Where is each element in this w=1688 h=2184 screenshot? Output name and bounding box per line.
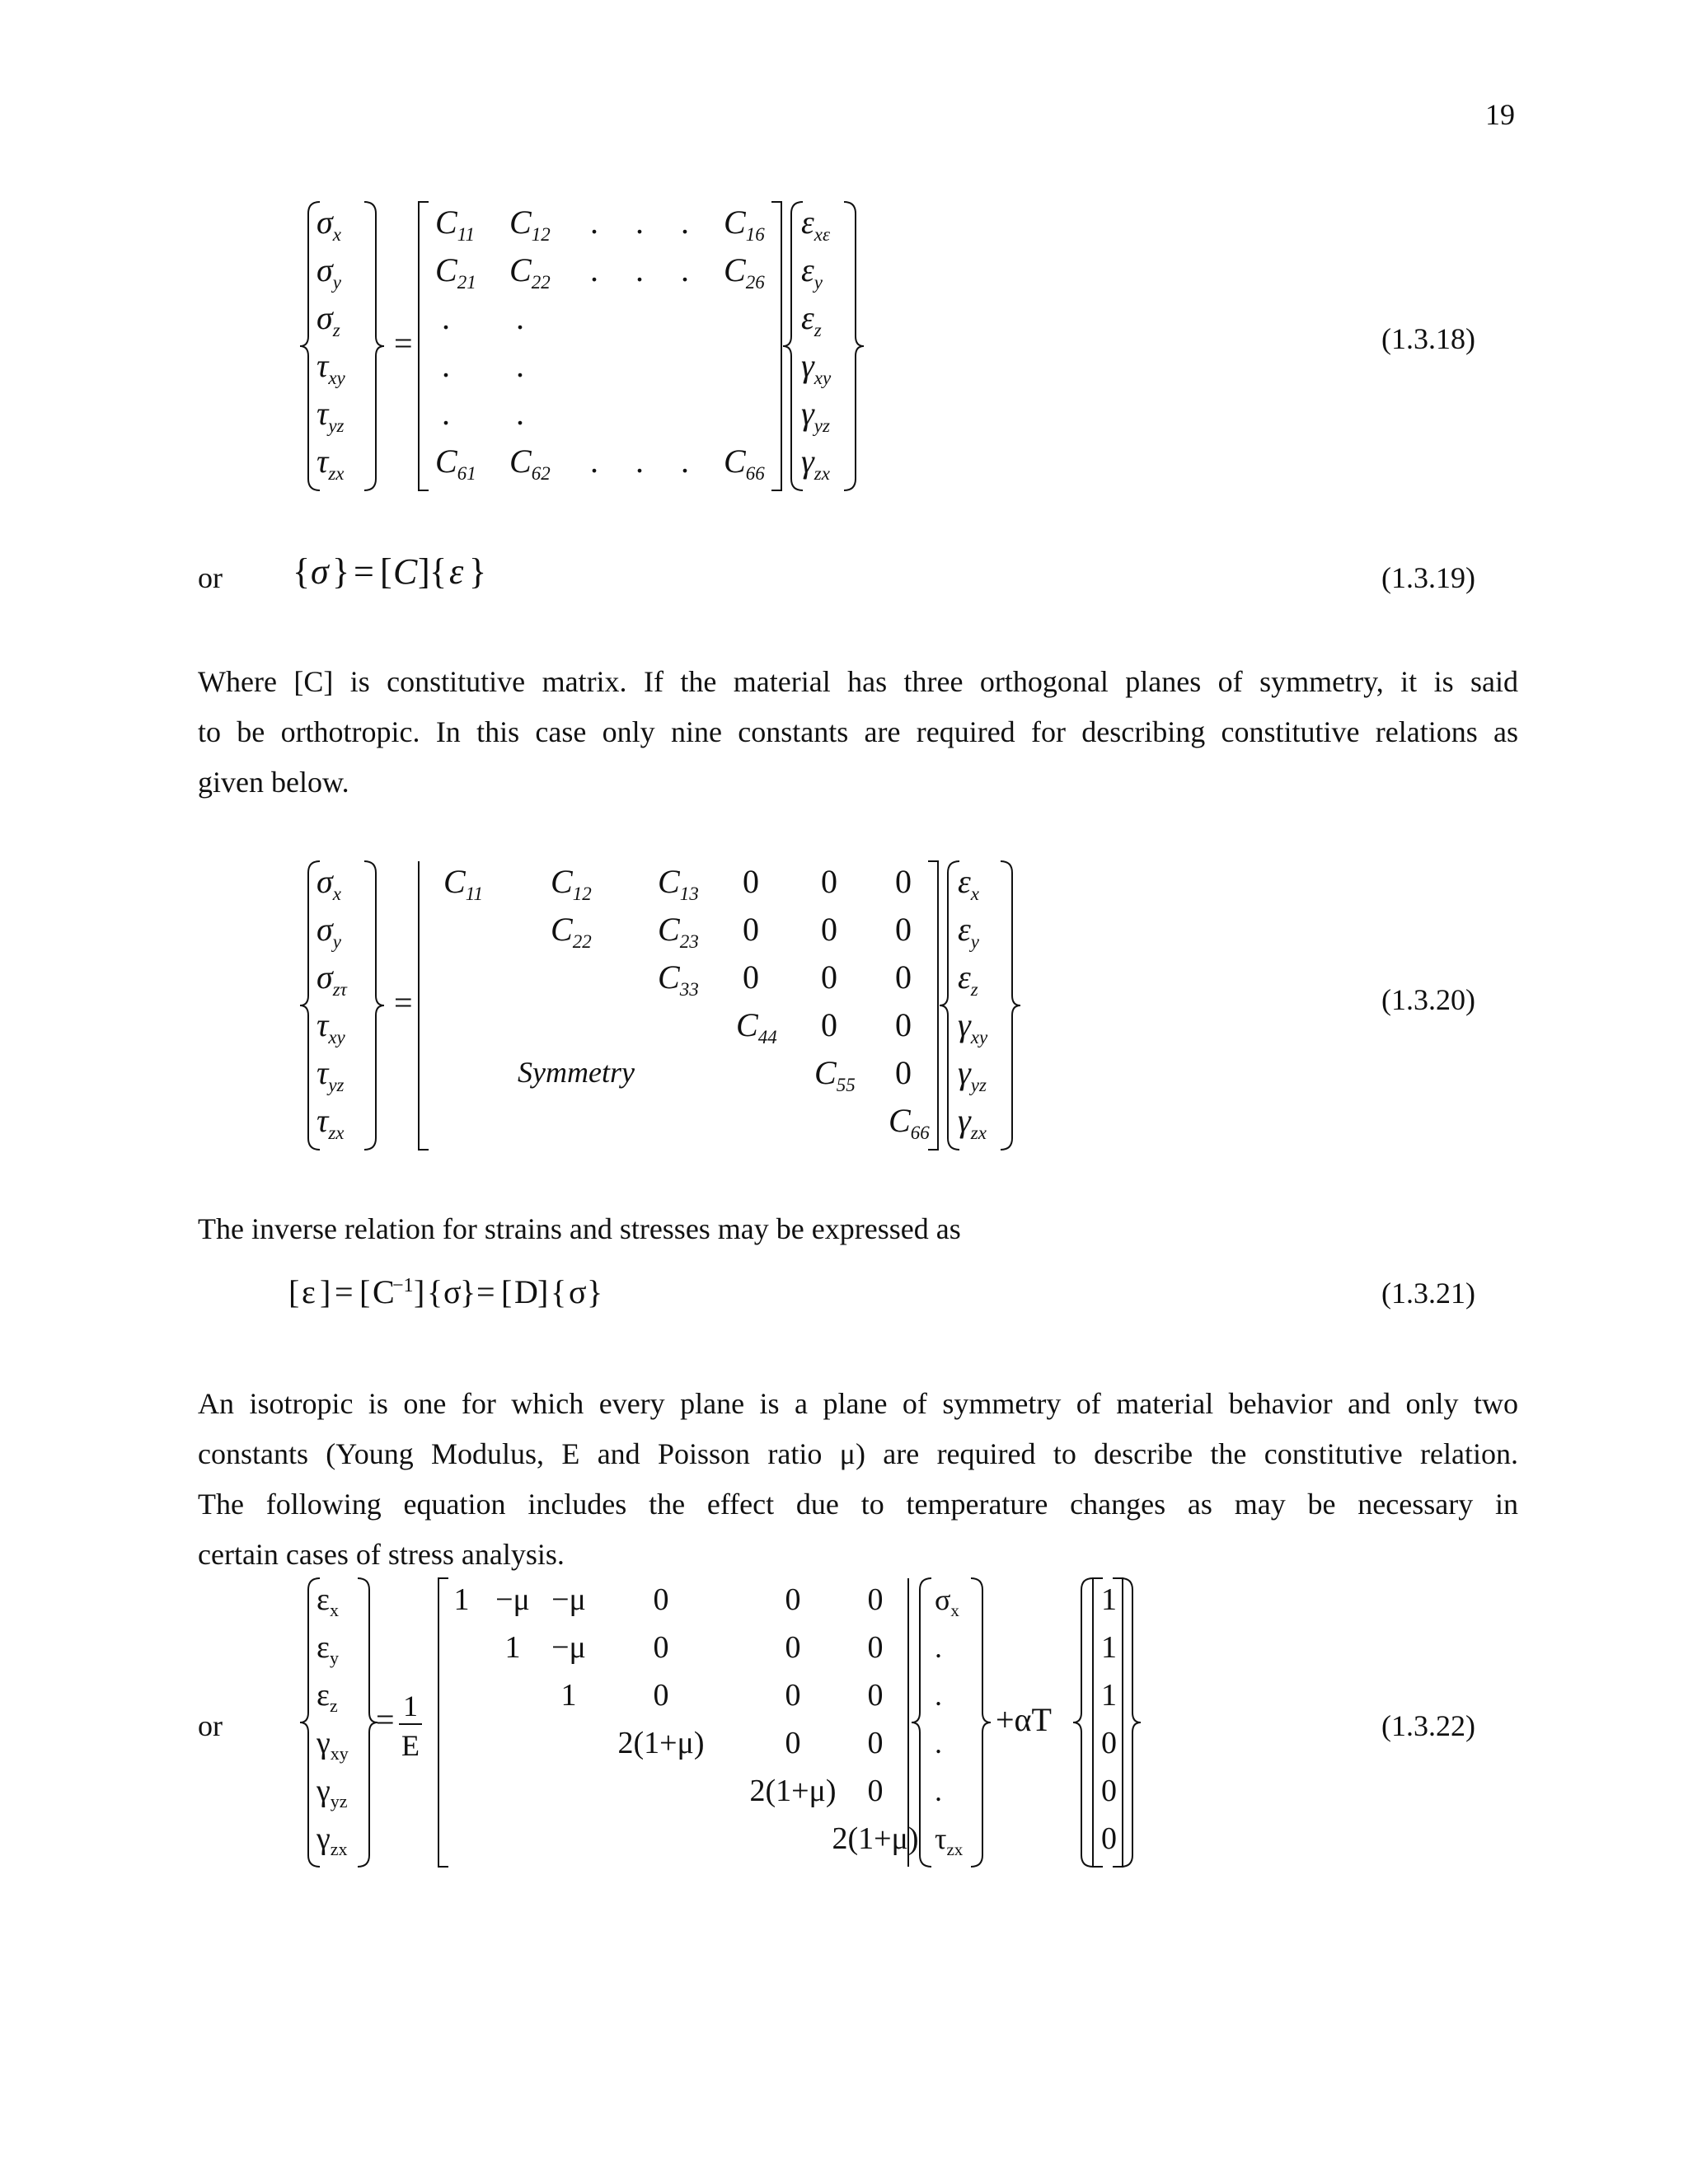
equation-1-3-21 [288, 1265, 635, 1323]
matrix-entry: 0 [653, 1630, 669, 1665]
matrix-bracket-right [928, 861, 938, 1150]
equation-glyph: ε [302, 1273, 316, 1310]
equation-1-3-22 [297, 1574, 1220, 1879]
strain-component: $\varepsilon_z$ [316, 1678, 338, 1716]
equation-glyph: } [587, 1273, 603, 1310]
stress-component: $\tau_{zx}$ [316, 1102, 345, 1143]
paragraph-line: constants (Young Modulus, E and Poisson ratio μ) are required to describe the constitutive relation. [198, 1437, 1518, 1470]
matrix-entry: $C_{62}$ [509, 443, 551, 484]
matrix-entry: 0 [653, 1678, 669, 1713]
matrix-entry: $C_{12}$ [551, 863, 592, 904]
matrix-entry: $C_{66}$ [724, 443, 765, 484]
matrix-entry: . [442, 395, 450, 432]
equation-glyph: σ [311, 551, 329, 592]
matrix-entry: 0 [895, 911, 912, 948]
strain-component: $\gamma_{xy}$ [958, 1006, 988, 1047]
matrix-entry: 0 [867, 1582, 884, 1617]
strain-component: $\varepsilon_{x\varepsilon}$ [801, 204, 831, 245]
matrix-bracket-left [438, 1578, 448, 1867]
vector-brace-right [1001, 861, 1020, 1150]
equation-glyph: { [293, 551, 311, 592]
equation-glyph: D [514, 1273, 538, 1310]
equation-glyph: = [354, 551, 374, 592]
matrix-entry: . [635, 443, 644, 480]
matrix-entry: $C_{12}$ [509, 204, 551, 245]
matrix-entry: 0 [895, 1054, 912, 1091]
matrix-entry: $C_{22}$ [509, 251, 551, 293]
equation-glyph: [ [380, 551, 392, 592]
equation-glyph: ] [537, 1273, 549, 1310]
matrix-entry: $C_{33}$ [658, 958, 699, 1000]
strain-component: $\gamma_{zx}$ [801, 443, 830, 484]
fraction-denominator: E [401, 1729, 420, 1762]
equation-lead-or: or [198, 561, 223, 594]
equals-sign: = [376, 1701, 395, 1738]
vector-brace-left [940, 861, 959, 1150]
matrix-entry: 0 [821, 1006, 837, 1043]
matrix-entry: −μ [495, 1582, 530, 1617]
matrix-entry: 0 [785, 1630, 801, 1665]
equation-glyph: C [393, 551, 418, 592]
paragraph-line: certain cases of stress analysis. [198, 1538, 565, 1571]
equation-1-3-19 [293, 544, 507, 602]
matrix-entry: 0 [743, 958, 759, 996]
matrix-entry: 0 [895, 1006, 912, 1043]
equation-glyph: ] [320, 1273, 331, 1310]
thermal-entry: 1 [1101, 1678, 1117, 1713]
equation-glyph: { [551, 1273, 567, 1310]
equation-glyph: σ [443, 1273, 462, 1310]
matrix-entry: 0 [821, 863, 837, 900]
matrix-bracket-left [419, 202, 429, 490]
matrix-entry: . [635, 204, 644, 241]
paragraph-orthotropic [198, 657, 1518, 808]
equation-glyph: { [429, 551, 448, 592]
strain-component: $\varepsilon_x$ [958, 863, 979, 904]
equation-glyph: } [460, 1273, 476, 1310]
matrix-entry: $C_{13}$ [658, 863, 699, 904]
vector-brace-right [971, 1578, 991, 1867]
thermal-entry: 1 [1101, 1630, 1117, 1665]
matrix-bracket-right [771, 202, 781, 490]
equation-glyph: [ [288, 1273, 300, 1310]
matrix-entry: 0 [821, 911, 837, 948]
matrix-entry: . [590, 251, 598, 288]
vector-brace-right [1121, 1578, 1141, 1867]
matrix-entry: 1 [560, 1678, 577, 1713]
equation-glyph: { [427, 1273, 443, 1310]
paragraph-line: The following equation includes the effect due to temperature changes as may be necessary in [198, 1488, 1518, 1521]
equation-glyph: [ [359, 1273, 371, 1310]
matrix-bracket-left [419, 861, 429, 1150]
equation-glyph: σ [569, 1273, 587, 1310]
paragraph-line: An isotropic is one for which every plane is a plane of symmetry of material behavior and only two [198, 1387, 1518, 1420]
stress-component: $\tau_{zx}$ [316, 443, 345, 484]
matrix-entry: 1 [504, 1630, 521, 1665]
strain-component: $\gamma_{yz}$ [958, 1054, 987, 1095]
matrix-entry: $C_{44}$ [736, 1006, 777, 1047]
matrix-entry: 0 [895, 958, 912, 996]
stress-component: $\sigma_x$ [316, 204, 341, 245]
matrix-entry: . [516, 395, 524, 432]
equals-sign: = [394, 984, 413, 1021]
matrix-entry: 2(1+μ) [832, 1821, 919, 1856]
equation-number-1-3-20: (1.3.20) [1381, 983, 1475, 1016]
equation-glyph: } [469, 551, 487, 592]
matrix-entry: 2(1+μ) [749, 1774, 837, 1808]
matrix-entry: $C_{61}$ [435, 443, 476, 484]
matrix-entry: 0 [867, 1678, 884, 1713]
equation-lead-or: or [198, 1709, 223, 1742]
matrix-entry: . [681, 204, 689, 241]
matrix-entry: −μ [551, 1582, 586, 1617]
thermal-entry: 0 [1101, 1726, 1117, 1760]
matrix-entry: . [635, 251, 644, 288]
equation-glyph: = [476, 1273, 495, 1310]
paragraph-line: Where [C] is constitutive matrix. If the material has three orthogonal planes of symmetry, it is said [198, 665, 1518, 698]
matrix-entry: . [681, 443, 689, 480]
equation-number-1-3-22: (1.3.22) [1381, 1709, 1475, 1742]
stress-component: $\sigma_y$ [316, 911, 341, 952]
matrix-entry: 0 [785, 1726, 801, 1760]
matrix-entry: . [516, 347, 524, 384]
thermal-entry: 0 [1101, 1821, 1117, 1856]
matrix-entry: 0 [867, 1630, 884, 1665]
equation-glyph: C [373, 1273, 395, 1310]
equation-glyph: ] [418, 551, 430, 592]
equation-number-1-3-21: (1.3.21) [1381, 1277, 1475, 1310]
stress-component: $\sigma_{z\tau}$ [316, 958, 347, 1000]
equals-sign: = [394, 325, 413, 362]
matrix-entry: 0 [821, 958, 837, 996]
strain-component: $\varepsilon_y$ [316, 1630, 339, 1668]
superscript: −1 [392, 1275, 414, 1296]
inverse-relation-intro: The inverse relation for strains and stresses may be expressed as [198, 1212, 961, 1245]
strain-component: $\gamma_{zx}$ [316, 1821, 348, 1859]
vector-brace-left [783, 202, 803, 490]
stress-component: $\tau_{xy}$ [316, 347, 345, 388]
stress-component: $\sigma_x$ [935, 1583, 959, 1620]
vector-brace-left [1073, 1578, 1093, 1867]
matrix-entry: $C_{16}$ [724, 204, 765, 245]
paragraph-line: given below. [198, 766, 349, 799]
stress-component: $\tau_{zx}$ [935, 1822, 964, 1859]
vector-brace-right [364, 202, 384, 490]
stress-component: $\tau_{yz}$ [316, 395, 345, 436]
equation-1-3-20 [297, 857, 1039, 1162]
thermal-term: +αT [996, 1701, 1052, 1738]
stress-component: . [935, 1774, 942, 1807]
matrix-entry: −μ [551, 1630, 586, 1665]
matrix-entry: $C_{23}$ [658, 911, 699, 952]
vector-brace-right [844, 202, 864, 490]
matrix-entry: 1 [453, 1582, 470, 1617]
vector-brace-right [358, 1578, 377, 1867]
thermal-entry: 1 [1101, 1582, 1117, 1617]
matrix-entry: . [590, 443, 598, 480]
matrix-entry: . [442, 347, 450, 384]
matrix-entry: $C_{22}$ [551, 911, 592, 952]
matrix-entry: $C_{21}$ [435, 251, 476, 293]
matrix-entry: . [590, 204, 598, 241]
paragraph-isotropic [198, 1379, 1518, 1580]
equation-1-3-18 [297, 198, 890, 503]
stress-component: . [935, 1727, 942, 1760]
vector-brace-right [364, 861, 384, 1150]
equation-glyph: [ [501, 1273, 513, 1310]
equation-number-1-3-19: (1.3.19) [1381, 561, 1475, 594]
equation-glyph: = [335, 1273, 354, 1310]
matrix-entry: $C_{11}$ [435, 204, 475, 245]
matrix-entry: 0 [743, 863, 759, 900]
symmetry-label: Symmetry [518, 1056, 635, 1089]
strain-component: $\gamma_{zx}$ [958, 1102, 987, 1143]
matrix-entry: 0 [785, 1678, 801, 1713]
stress-component: $\sigma_x$ [316, 863, 341, 904]
matrix-entry: 0 [867, 1726, 884, 1760]
stress-component: $\tau_{yz}$ [316, 1054, 345, 1095]
matrix-entry: 2(1+μ) [617, 1726, 705, 1760]
strain-component: $\varepsilon_y$ [958, 911, 979, 952]
equation-number-1-3-18: (1.3.18) [1381, 322, 1475, 355]
matrix-entry: 0 [867, 1774, 884, 1808]
page-number: 19 [1485, 98, 1515, 131]
strain-component: $\gamma_{yz}$ [801, 395, 830, 436]
equation-glyph: } [332, 551, 350, 592]
strain-component: $\gamma_{xy}$ [801, 347, 832, 388]
matrix-entry: 0 [653, 1582, 669, 1617]
matrix-entry: 0 [785, 1582, 801, 1617]
strain-component: $\varepsilon_x$ [316, 1582, 339, 1620]
matrix-entry: 0 [743, 911, 759, 948]
matrix-entry: $C_{55}$ [814, 1054, 856, 1095]
equation-glyph: ] [414, 1273, 425, 1310]
matrix-entry: $C_{66}$ [889, 1102, 930, 1143]
stress-component: $\sigma_z$ [316, 299, 340, 340]
stress-component: $\sigma_y$ [316, 251, 341, 293]
matrix-entry: $C_{11}$ [443, 863, 483, 904]
strain-component: $\varepsilon_z$ [801, 299, 822, 340]
strain-component: $\varepsilon_y$ [801, 251, 823, 293]
matrix-entry: . [516, 299, 524, 336]
strain-component: $\gamma_{yz}$ [316, 1774, 348, 1811]
equation-glyph: ε [449, 551, 464, 592]
stress-component: . [935, 1631, 942, 1664]
matrix-entry: . [681, 251, 689, 288]
matrix-entry: $C_{26}$ [724, 251, 765, 293]
fraction-numerator: 1 [403, 1690, 418, 1722]
stress-component: . [935, 1679, 942, 1712]
strain-component: $\varepsilon_z$ [958, 958, 978, 1000]
paragraph-line: to be orthotropic. In this case only nine constants are required for describing constitutive relations as [198, 715, 1518, 748]
strain-component: $\gamma_{xy}$ [316, 1726, 349, 1764]
stress-component: $\tau_{xy}$ [316, 1006, 345, 1047]
matrix-entry: 0 [895, 863, 912, 900]
matrix-entry: . [442, 299, 450, 336]
thermal-entry: 0 [1101, 1774, 1117, 1808]
